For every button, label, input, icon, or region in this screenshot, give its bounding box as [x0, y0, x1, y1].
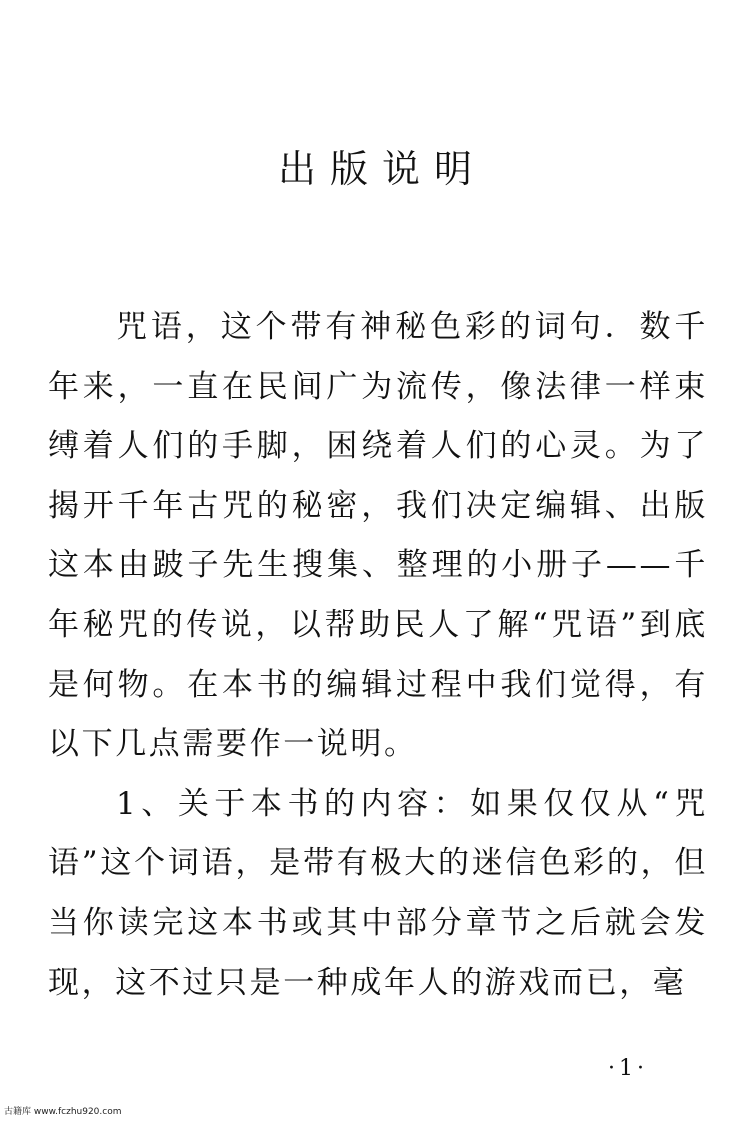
page-title: 出版说明 — [277, 147, 486, 191]
paragraph: 咒语，这个带有神秘色彩的词句．数千年来，一直在民间广为流传，像法律一样束缚着人们的手脚，困绕着人们的心灵。为了揭开千年古咒的秘密，我们决定编辑、出版这本由跛子先生搜集、整理的小册子——千年秘咒的传说，以帮助民人了解“咒语”到底是何物。在本书的编辑过程中我们觉得，有以下几点需要作一说明。 — [48, 309, 708, 763]
page-number: ·1· — [608, 1056, 648, 1081]
source-watermark: 古籍库 www.fczhu920.com — [4, 1107, 122, 1117]
paragraph: 1、关于本书的内容：如果仅仅从“咒语”这个词语，是带有极大的迷信色彩的，但当你读完这本书或其中部分章节之后就会发现，这不过只是一种成年人的游戏而已，毫 — [48, 785, 708, 1001]
body-text — [48, 298, 708, 1013]
